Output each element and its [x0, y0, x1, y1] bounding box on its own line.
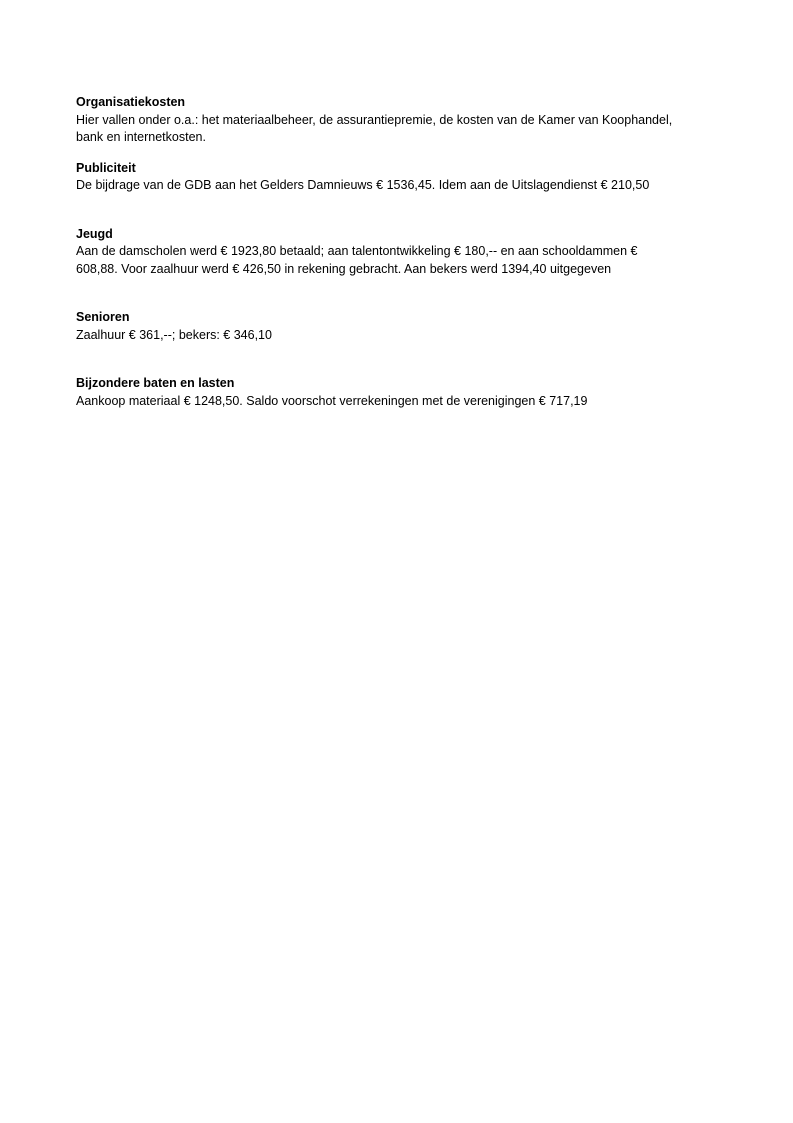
section-bijzondere-baten-en-lasten — [76, 375, 726, 410]
section-heading: Publiciteit — [76, 160, 136, 175]
section-organisatiekosten — [76, 94, 726, 147]
section-text-line: Aan de damscholen werd € 1923,80 betaald; aan talentontwikkeling € 180,-- en aan schooldammen € — [76, 244, 638, 258]
section-heading: Organisatiekosten — [76, 95, 186, 109]
section-text-line: 608,88. Voor zaalhuur werd € 426,50 in rekening gebracht. Aan bekers werd 1394,40 uitgegeven — [76, 261, 612, 276]
section-text-line: De bijdrage van de GDB aan het Gelders Damnieuws € 1536,45. Idem aan de Uitslagendienst € 210,50 — [76, 178, 650, 192]
section-publiciteit — [76, 160, 726, 195]
document-content — [76, 94, 726, 410]
section-text-line: Zaalhuur € 361,--; bekers: € 346,10 — [76, 327, 272, 342]
section-heading: Jeugd — [76, 226, 113, 241]
section-heading: Bijzondere baten en lasten — [76, 376, 235, 390]
section-text-line: bank en internetkosten. — [76, 130, 206, 144]
section-text-line: Hier vallen onder o.a.: het materiaalbeheer, de assurantiepremie, de kosten van de Kamer van Koophandel, — [76, 112, 673, 127]
section-heading: Senioren — [76, 310, 130, 324]
section-jeugd — [76, 226, 726, 279]
section-text-line: Aankoop materiaal € 1248,50. Saldo voorschot verrekeningen met de verenigingen € 717,19 — [76, 393, 588, 408]
section-senioren — [76, 309, 726, 344]
